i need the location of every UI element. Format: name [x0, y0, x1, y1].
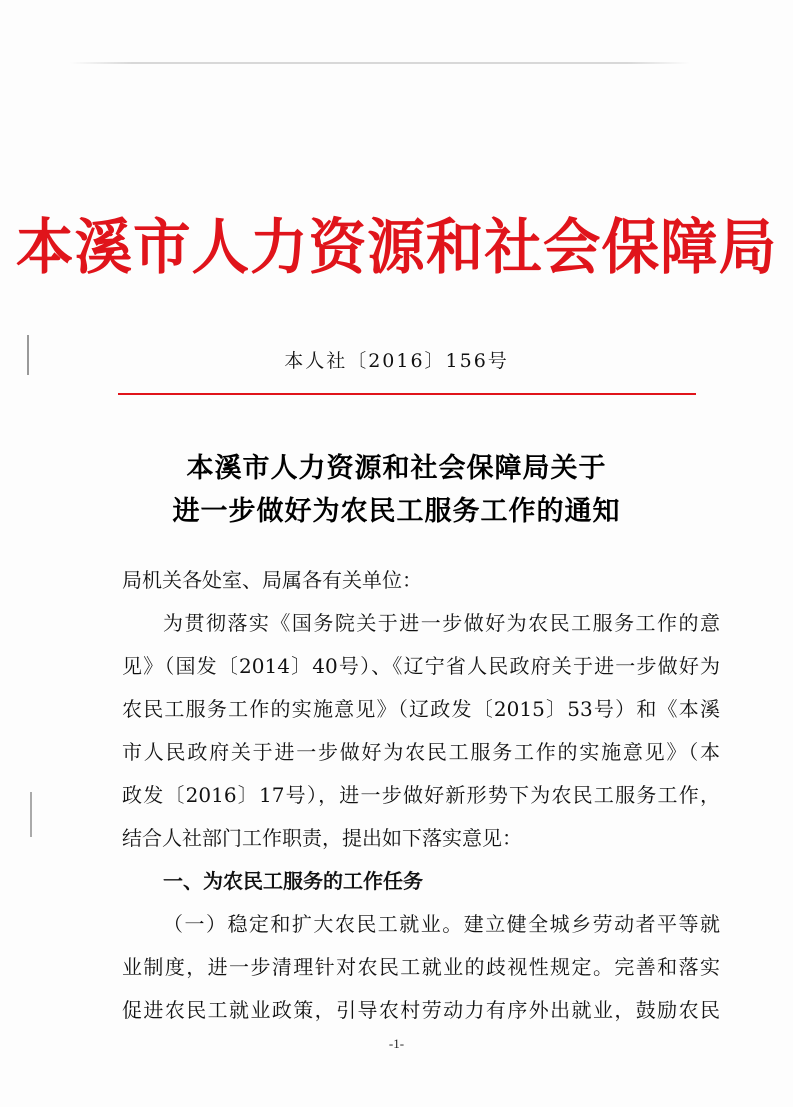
scan-artifact-left-lower [30, 792, 32, 837]
letterhead-title: 本溪市人力资源和社会保障局 [15, 213, 778, 283]
section-heading: 一、为农民工服务的工作任务 [163, 869, 423, 893]
page-number: -1- [388, 1036, 405, 1051]
paragraph-1-line-4: 市人民政府关于进一步做好为农民工服务工作的实施意见》（本 [122, 740, 720, 764]
paragraph-1-line-5: 政发〔2016〕17号），进一步做好新形势下为农民工服务工作， [122, 783, 720, 807]
paragraph-1-line-1: 为贯彻落实《国务院关于进一步做好为农民工服务工作的意 [163, 611, 720, 635]
document-number: 本人社〔2016〕156号 [284, 350, 509, 372]
addressee: 局机关各处室、局属各有关单位： [122, 568, 422, 592]
red-divider-line [118, 393, 696, 395]
scan-artifact-top [70, 62, 690, 64]
paragraph-1-line-6: 结合人社部门工作职责，提出如下落实意见： [122, 826, 522, 850]
paragraph-1-line-3: 农民工服务工作的实施意见》（辽政发〔2015〕53号）和《本溪 [122, 697, 720, 721]
notice-title-line-2: 进一步做好为农民工服务工作的通知 [172, 496, 621, 527]
paragraph-2-line-2: 业制度，进一步清理针对农民工就业的歧视性规定。完善和落实 [122, 955, 720, 979]
paragraph-2-line-3: 促进农民工就业政策，引导农村劳动力有序外出就业，鼓励农民 [122, 998, 720, 1022]
paragraph-2-line-1: （一）稳定和扩大农民工就业。建立健全城乡劳动者平等就 [163, 912, 720, 936]
notice-title-line-1: 本溪市人力资源和社会保障局关于 [186, 453, 607, 484]
paragraph-1-line-2: 见》（国发〔2014〕40号）、《辽宁省人民政府关于进一步做好为 [122, 654, 720, 678]
